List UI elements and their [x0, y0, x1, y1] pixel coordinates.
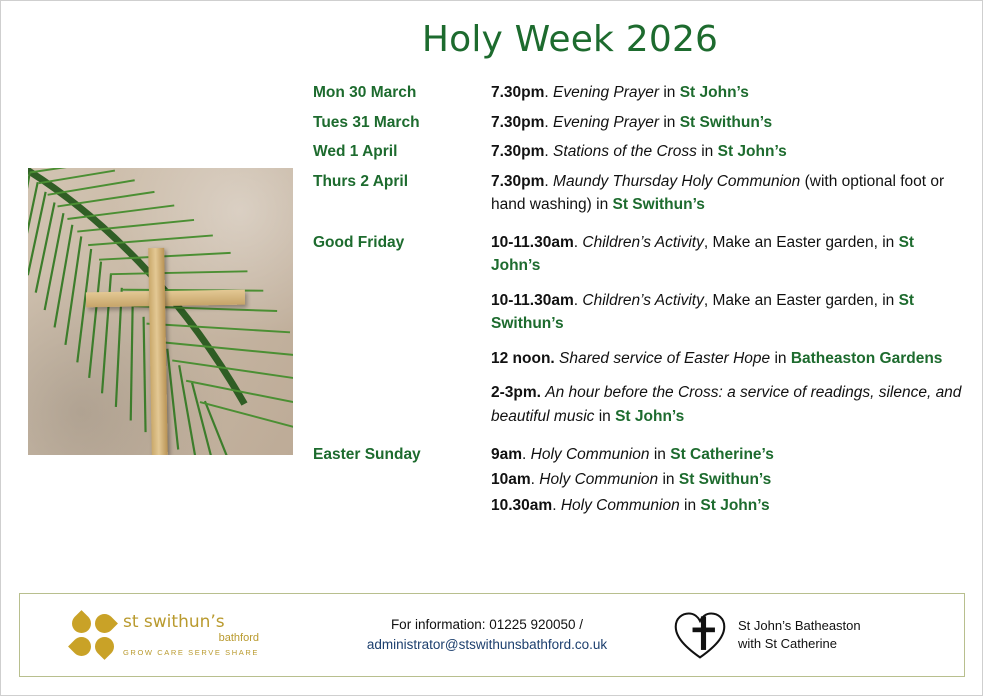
event-place: St Swithun’s	[612, 196, 705, 214]
service-schedule	[313, 81, 963, 525]
event-item	[491, 289, 963, 336]
event-time: 9am	[491, 445, 523, 463]
event-place: St Swithun’s	[491, 291, 915, 333]
event-place: St John’s	[717, 143, 787, 161]
event-sep: .	[544, 113, 549, 131]
event-item	[491, 494, 963, 518]
contact-email[interactable]: administrator@stswithunsbathford.co.uk	[366, 637, 608, 652]
clover-icon	[71, 613, 115, 657]
event-service: Maundy Thursday Holy Communion	[553, 172, 801, 190]
event-connector: , Make an Easter garden, in	[703, 233, 899, 251]
day-label: Tues 31 March	[313, 113, 420, 131]
day-events	[491, 111, 963, 135]
st-swithuns-logo	[20, 613, 310, 658]
event-item	[491, 468, 963, 492]
event-place: St John’s	[615, 408, 685, 426]
day-label: Wed 1 April	[313, 143, 398, 161]
event-connector: in	[594, 408, 616, 426]
event-sep: .	[522, 445, 527, 463]
event-place: St John’s	[700, 496, 770, 514]
event-sep: .	[573, 291, 579, 309]
event-service: Holy Communion	[539, 471, 659, 489]
schedule-row	[313, 140, 963, 164]
event-time: 10am	[491, 471, 531, 489]
day-label: Mon 30 March	[313, 84, 417, 101]
event-service: Evening Prayer	[553, 113, 660, 131]
day-label: Good Friday	[313, 233, 405, 251]
church-name-line1: St John’s Batheaston	[738, 618, 861, 634]
schedule-row	[313, 231, 963, 429]
church-name	[738, 617, 861, 652]
event-service: Holy Communion	[530, 445, 650, 463]
logo-text	[123, 613, 259, 658]
event-item	[491, 111, 963, 135]
event-sep: .	[573, 233, 579, 251]
event-connector: in	[770, 349, 791, 367]
page-title: Holy Week 2026	[421, 19, 719, 60]
event-connector: in	[659, 113, 680, 131]
event-service: Evening Prayer	[553, 84, 660, 101]
event-place: St John’s	[491, 233, 915, 275]
day-events	[491, 81, 963, 105]
day-events	[491, 231, 963, 429]
event-sep: .	[544, 172, 549, 190]
event-time: 10-11.30am	[491, 291, 574, 309]
event-connector: , Make an Easter garden, in	[703, 291, 899, 309]
event-item	[491, 140, 963, 164]
event-sep: .	[530, 471, 535, 489]
event-time: 7.30pm	[491, 84, 545, 101]
schedule-row	[313, 443, 963, 520]
event-connector: in	[696, 143, 718, 161]
event-place: St Swithun’s	[678, 471, 772, 489]
event-place: St Swithun’s	[679, 113, 773, 131]
logo-name: st swithun’s	[123, 611, 225, 632]
event-item	[491, 381, 963, 428]
event-place: St John’s	[679, 84, 749, 101]
event-service: Stations of the Cross	[553, 143, 697, 161]
event-item	[491, 170, 963, 217]
event-connector: in	[658, 471, 679, 489]
event-service: An hour before the Cross: a service of readings, silence, and beautiful music	[491, 384, 962, 426]
event-sep: .	[544, 84, 549, 101]
event-time: 10.30am	[491, 496, 553, 514]
event-service: Holy Communion	[560, 496, 680, 514]
event-item	[491, 443, 963, 467]
contact-info	[310, 615, 664, 656]
event-time: 12 noon.	[491, 349, 555, 367]
event-service: Children’s Activity	[582, 233, 704, 251]
church-name-line2: with St Catherine	[738, 636, 837, 651]
day-label: Easter Sunday	[313, 445, 421, 463]
day-events	[491, 170, 963, 217]
day-events	[491, 443, 963, 520]
event-time: 7.30pm	[491, 172, 545, 190]
cross-upright	[148, 248, 168, 455]
event-service: Children’s Activity	[582, 291, 704, 309]
event-service: Shared service of Easter Hope	[559, 349, 771, 367]
event-connector: (with optional foot or hand washing) in	[491, 172, 945, 214]
event-place: Batheaston Gardens	[790, 349, 943, 367]
event-place: St Catherine’s	[670, 445, 774, 463]
schedule-row	[313, 81, 963, 105]
logo-sub: bathford	[218, 632, 259, 645]
event-time: 7.30pm	[491, 143, 545, 161]
schedule-row	[313, 111, 963, 135]
schedule-row	[313, 170, 963, 217]
event-time: 7.30pm	[491, 113, 545, 131]
event-item	[491, 81, 963, 105]
palm-frond-and-wooden-cross-photo	[28, 168, 293, 455]
event-connector: in	[679, 496, 701, 514]
heart-cross-icon	[672, 607, 728, 663]
day-label: Thurs 2 April	[313, 172, 409, 190]
footer	[19, 593, 965, 677]
event-sep: .	[552, 496, 557, 514]
event-connector: in	[659, 84, 680, 101]
event-sep: .	[544, 143, 549, 161]
event-item	[491, 231, 963, 278]
event-item	[491, 347, 963, 371]
day-events	[491, 140, 963, 164]
event-connector: in	[649, 445, 671, 463]
event-time: 10-11.30am	[491, 233, 574, 251]
st-johns-batheaston-logo	[664, 607, 964, 663]
event-time: 2-3pm.	[491, 384, 541, 402]
logo-tagline: GROW CARE SERVE SHARE	[123, 647, 259, 657]
contact-phone-line: For information: 01225 920050 /	[390, 616, 584, 632]
